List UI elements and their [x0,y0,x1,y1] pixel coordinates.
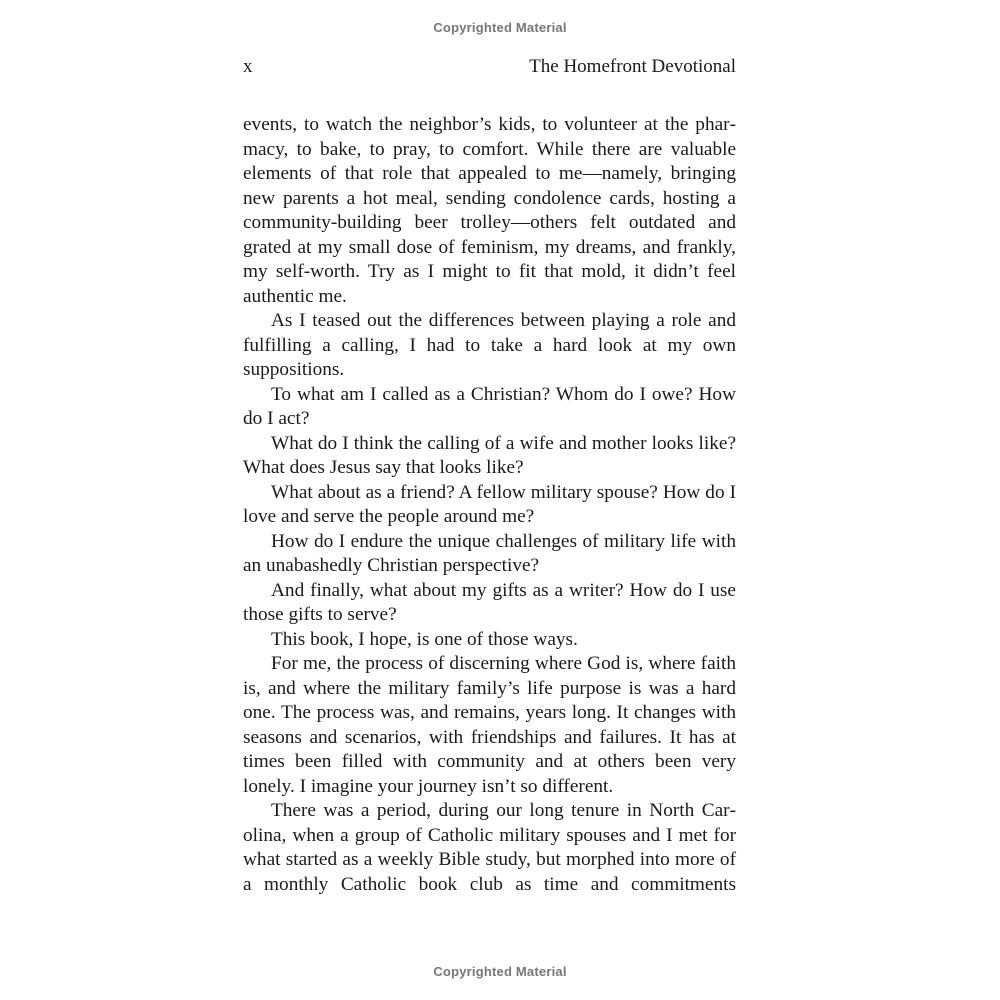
paragraph: As I teased out the differences between playing a role and fulfilling a calling, I had to take a hard look at my own suppositions. [243,310,736,380]
running-header [243,56,736,80]
copyright-watermark-top: Copyrighted Material [433,20,567,35]
paragraph-question: What do I think the calling of a wife and mother looks like? What does Jesus say that looks like? [243,432,736,478]
book-title: The Homefront Devotional [529,56,736,77]
paragraph: For me, the process of discerning where God is, where faith is, and where the military family’s life purpose is was a hard one. The process was, and remains, years long. It changes with seasons and scenarios, with friendships and failures. It has at times been filled with community and at others been very lonely. I imagine your journey isn’t so different. [243,653,736,797]
copyright-watermark-bottom: Copyrighted Material [433,964,567,979]
paragraph: This book, I hope, is one of those ways. [271,628,578,650]
body-text [243,113,736,897]
paragraph-continues: There was a period, during our long tenure in North Carolina, when a group of Catholic military spouses and I met for what started as a weekly Bible study, but morphed into more of a monthly Catholic book club as time and commitments [243,800,736,895]
paragraph-question: To what am I called as a Christian? Whom do I owe? How do I act? [243,383,736,429]
paragraph-question: And finally, what about my gifts as a writer? How do I use those gifts to serve? [243,579,736,625]
paragraph-question: How do I endure the unique challenges of military life with an unabashedly Christian perspective? [243,530,736,576]
paragraph-continuation: events, to watch the neighbor’s kids, to volunteer at the pharmacy, to bake, to pray, to comfort. While there are valuable elements of that role that appealed to me—namely, bringing new parents a hot meal, sending condolence cards, hosting a community-building beer trolley—others felt outdated and grated at my small dose of feminism, my dreams, and frankly, my self-worth. Try as I might to fit that mold, it didn’t feel authentic me. [243,114,736,307]
paragraph-question: What about as a friend? A fellow military spouse? How do I love and serve the people around me? [243,481,736,527]
page-number: x [243,56,253,77]
